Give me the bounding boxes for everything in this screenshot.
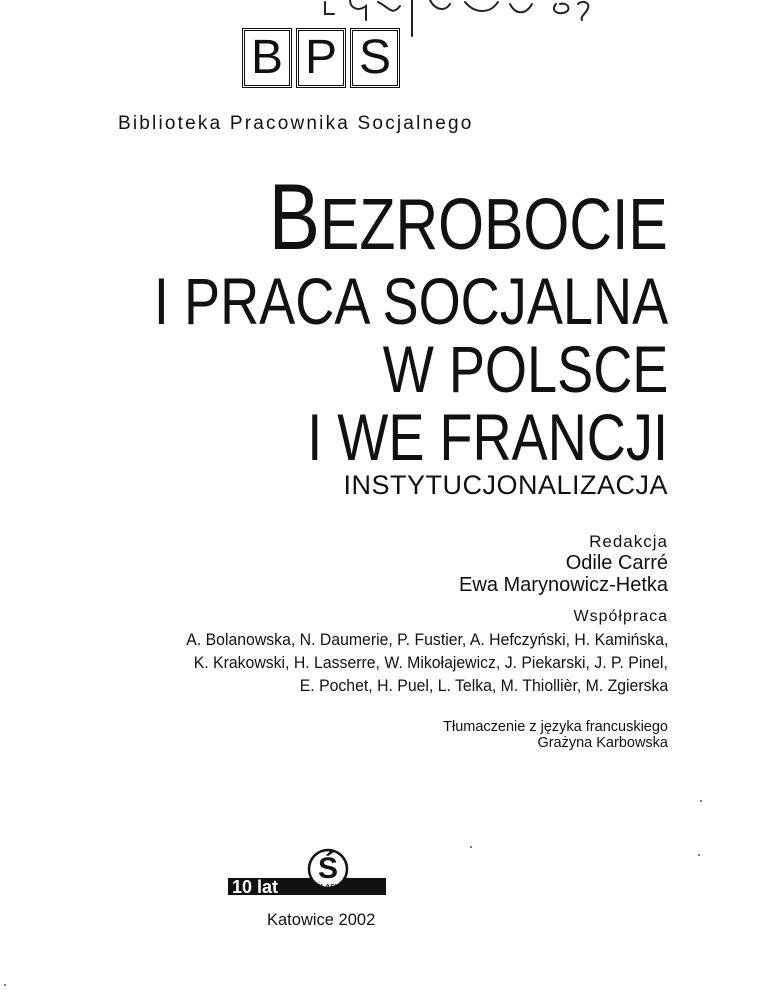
imprint: Katowice 2002 bbox=[267, 911, 376, 929]
publisher-anniversary: 10 lat bbox=[232, 877, 279, 897]
scan-speck bbox=[700, 800, 702, 802]
title-line-1-rest: EZROBOCIE bbox=[320, 185, 668, 265]
title-line-4: I WE FRANCJI bbox=[307, 400, 668, 474]
subtitle: INSTYTUCJONALIZACJA bbox=[343, 470, 668, 500]
translator-name: Grażyna Karbowska bbox=[537, 735, 668, 751]
publisher-logo bbox=[228, 845, 386, 901]
scan-speck bbox=[470, 846, 472, 848]
series-name: Biblioteka Pracownika Socjalnego bbox=[118, 113, 474, 134]
logo-letter-p: P bbox=[296, 28, 346, 88]
title-line-1 bbox=[268, 164, 668, 269]
logo-letter-b: B bbox=[242, 28, 292, 88]
editor-name: Ewa Marynowicz-Hetka bbox=[459, 574, 668, 596]
contributors-line: A. Bolanowska, N. Daumerie, P. Fustier, A. Hefczyński, H. Kamińska, bbox=[185, 630, 668, 649]
collaboration-label: Współpraca bbox=[573, 608, 668, 625]
translation-label: Tłumaczenie z języka francuskiego bbox=[443, 719, 668, 735]
title-line-3: W POLSCE bbox=[382, 332, 668, 406]
scan-speck bbox=[698, 854, 700, 856]
scan-speck bbox=[4, 984, 6, 986]
editors-label: Redakcja bbox=[589, 532, 668, 551]
logo-letter-s: S bbox=[350, 28, 400, 88]
publisher-monogram: Ś bbox=[317, 852, 339, 885]
contributors-line: K. Krakowski, H. Lasserre, W. Mikołajewicz, J. Piekarski, J. P. Pinel, bbox=[193, 653, 668, 672]
title-initial: B bbox=[268, 164, 321, 269]
title-line-2: I PRACA SOCJALNA bbox=[153, 264, 668, 338]
editor-name: Odile Carré bbox=[565, 552, 668, 574]
bps-logo bbox=[242, 28, 400, 88]
contributors-line: E. Pochet, H. Puel, L. Telka, M. Thiollièr, M. Zgierska bbox=[299, 676, 668, 695]
publisher-name: ŚLĄSK bbox=[316, 884, 340, 891]
